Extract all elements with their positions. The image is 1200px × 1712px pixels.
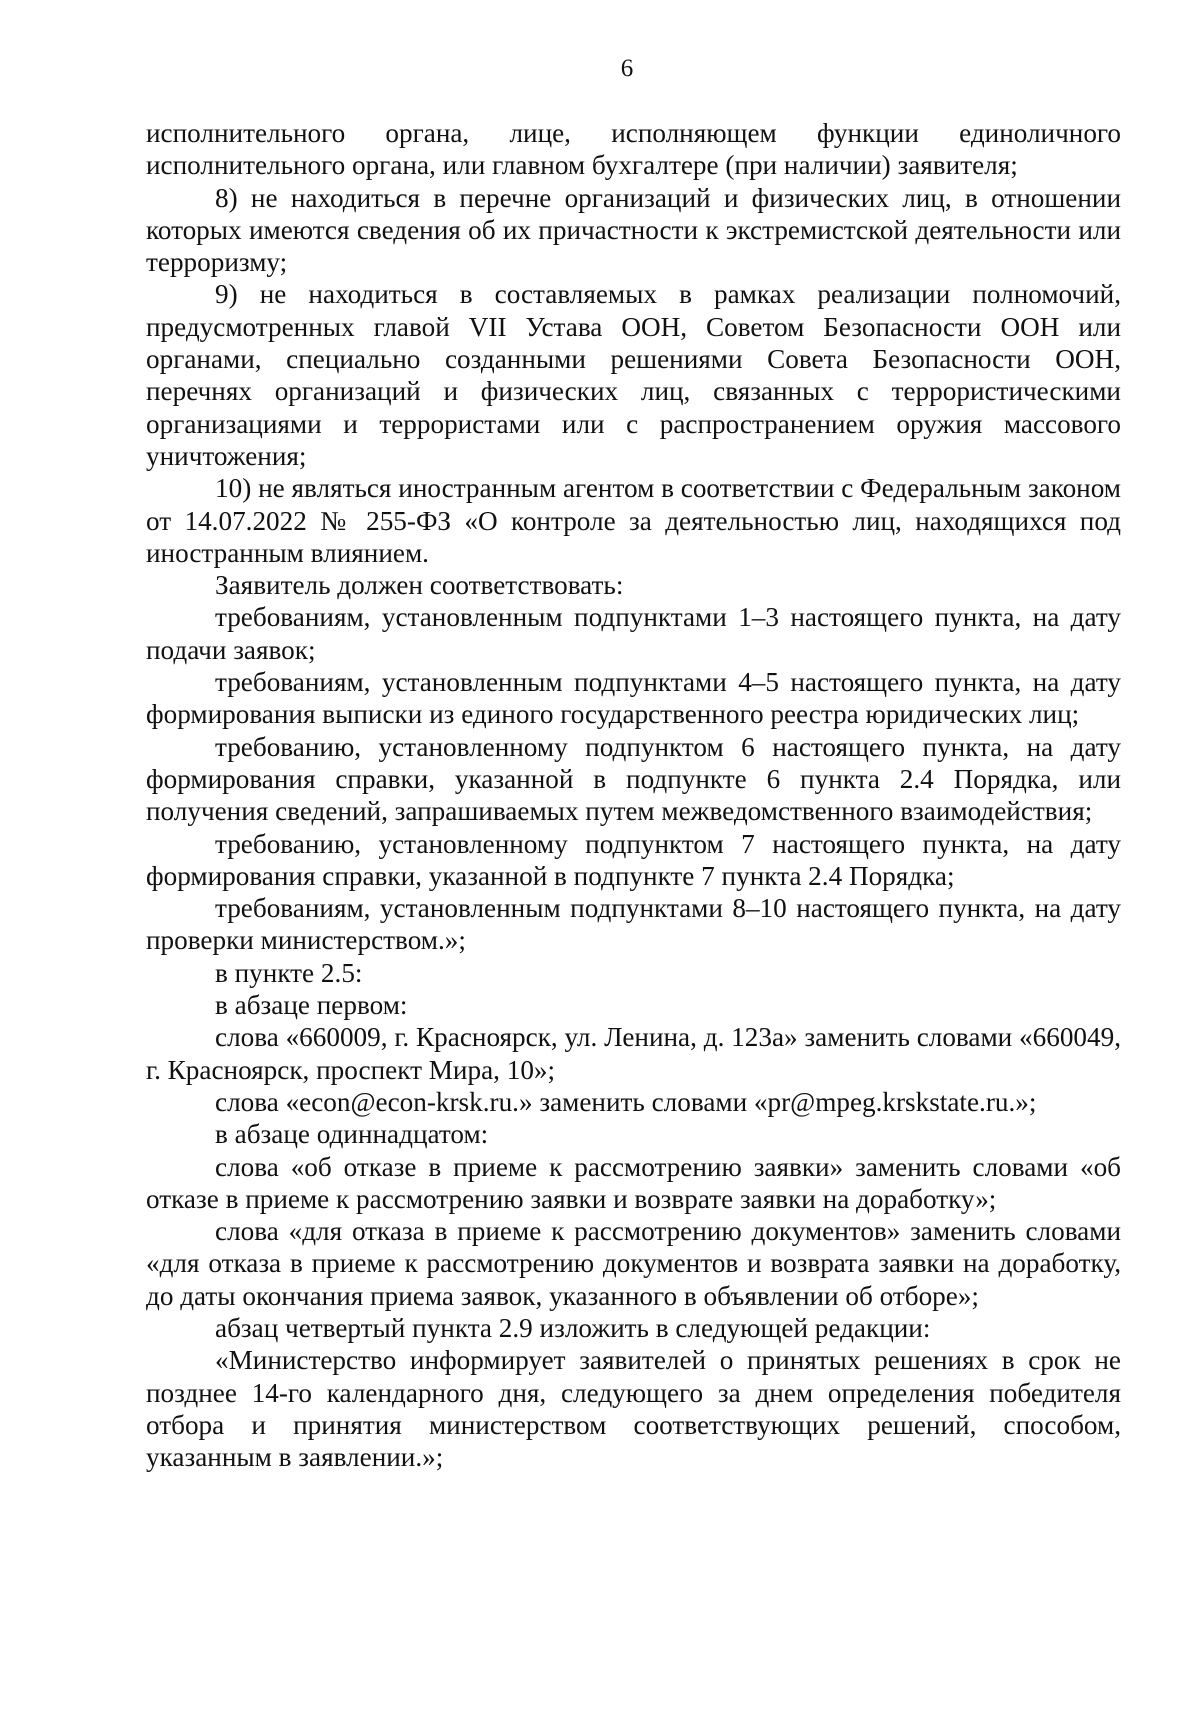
- paragraph-email-replacement: слова «econ@econ-krsk.ru.» заменить словами «pr@mpeg.krskstate.ru.»;: [215, 1086, 1037, 1117]
- paragraph-address-replacement: слова «660009, г. Красноярск, ул. Ленина, д. 123а» заменить словами «660049, г. Красноярск, проспект Мира, 10»;: [146, 1022, 1121, 1085]
- paragraph-requirement-7: требованию, установленному подпунктом 7 настоящего пункта, на дату формирования справки, указанной в подпункте 7 пункта 2.4 Порядка;: [146, 828, 1121, 891]
- document-body: [146, 117, 1121, 1473]
- paragraph-eleventh-paragraph: в абзаце одиннадцатом:: [215, 1119, 489, 1150]
- paragraph-item-8: 8) не находиться в перечне организаций и физических лиц, в отношении которых имеются сведения об их причастности к экстремистской деятельности или терроризму;: [146, 182, 1121, 278]
- paragraph-ministry-informs: «Министерство информирует заявителей о принятых решениях в срок не позднее 14-го календарного дня, следующего за днем определения победителя отбора и принятия министерством соответствующих решений, способом, указанным в заявлении.»;: [146, 1345, 1121, 1473]
- paragraph-requirements-4-5: требованиям, установленным подпунктами 4–5 настоящего пункта, на дату формирования выписки из единого государственного реестра юридических лиц;: [146, 667, 1121, 730]
- paragraph-item-10: 10) не являться иностранным агентом в соответствии с Федеральным законом от 14.07.2022 № 255-ФЗ «О контроле за деятельностью лиц, находящихся под иностранным влиянием.: [146, 473, 1121, 568]
- paragraph-applicant-requirements: Заявитель должен соответствовать:: [215, 570, 624, 601]
- paragraph-first-paragraph: в абзаце первом:: [215, 990, 408, 1021]
- paragraph-clause-2-9: абзац четвертый пункта 2.9 изложить в следующей редакции:: [215, 1312, 931, 1343]
- paragraph-item-9: 9) не находиться в составляемых в рамках реализации полномочий, предусмотренных главой VII Устава ООН, Советом Безопасности ООН или органами, специально созданными решениями Совета Безопасности ООН, перечнях организаций и физических лиц, связанных с террористическими организациями и террористами или с распространением оружия массового уничтожения;: [146, 279, 1121, 471]
- paragraph-requirement-6: требованию, установленному подпунктом 6 настоящего пункта, на дату формирования справки, указанной в подпункте 6 пункта 2.4 Порядка, или получения сведений, запрашиваемых путем межведомственного взаимодействия;: [146, 731, 1121, 827]
- paragraph-continuation: исполнительного органа, лице, исполняющем функции единоличного исполнительного органа, или главном бухгалтере (при наличии) заявителя;: [146, 118, 1121, 181]
- paragraph-requirements-1-3: требованиям, установленным подпунктами 1–3 настоящего пункта, на дату подачи заявок;: [146, 602, 1121, 665]
- paragraph-documents-replacement: слова «для отказа в приеме к рассмотрению документов» заменить словами «для отказа в приеме к рассмотрению документов и возврата заявки на доработку, до даты окончания приема заявок, указанного в объявлении об отборе»;: [146, 1216, 1121, 1311]
- paragraph-requirements-8-10: требованиям, установленным подпунктами 8–10 настоящего пункта, на дату проверки министерством.»;: [146, 893, 1121, 956]
- paragraph-clause-2-5: в пункте 2.5:: [215, 957, 363, 988]
- page-number: 6: [620, 55, 634, 82]
- paragraph-refusal-replacement: слова «об отказе в приеме к рассмотрению заявки» заменить словами «об отказе в приеме к рассмотрению заявки и возврате заявки на доработку»;: [146, 1151, 1121, 1214]
